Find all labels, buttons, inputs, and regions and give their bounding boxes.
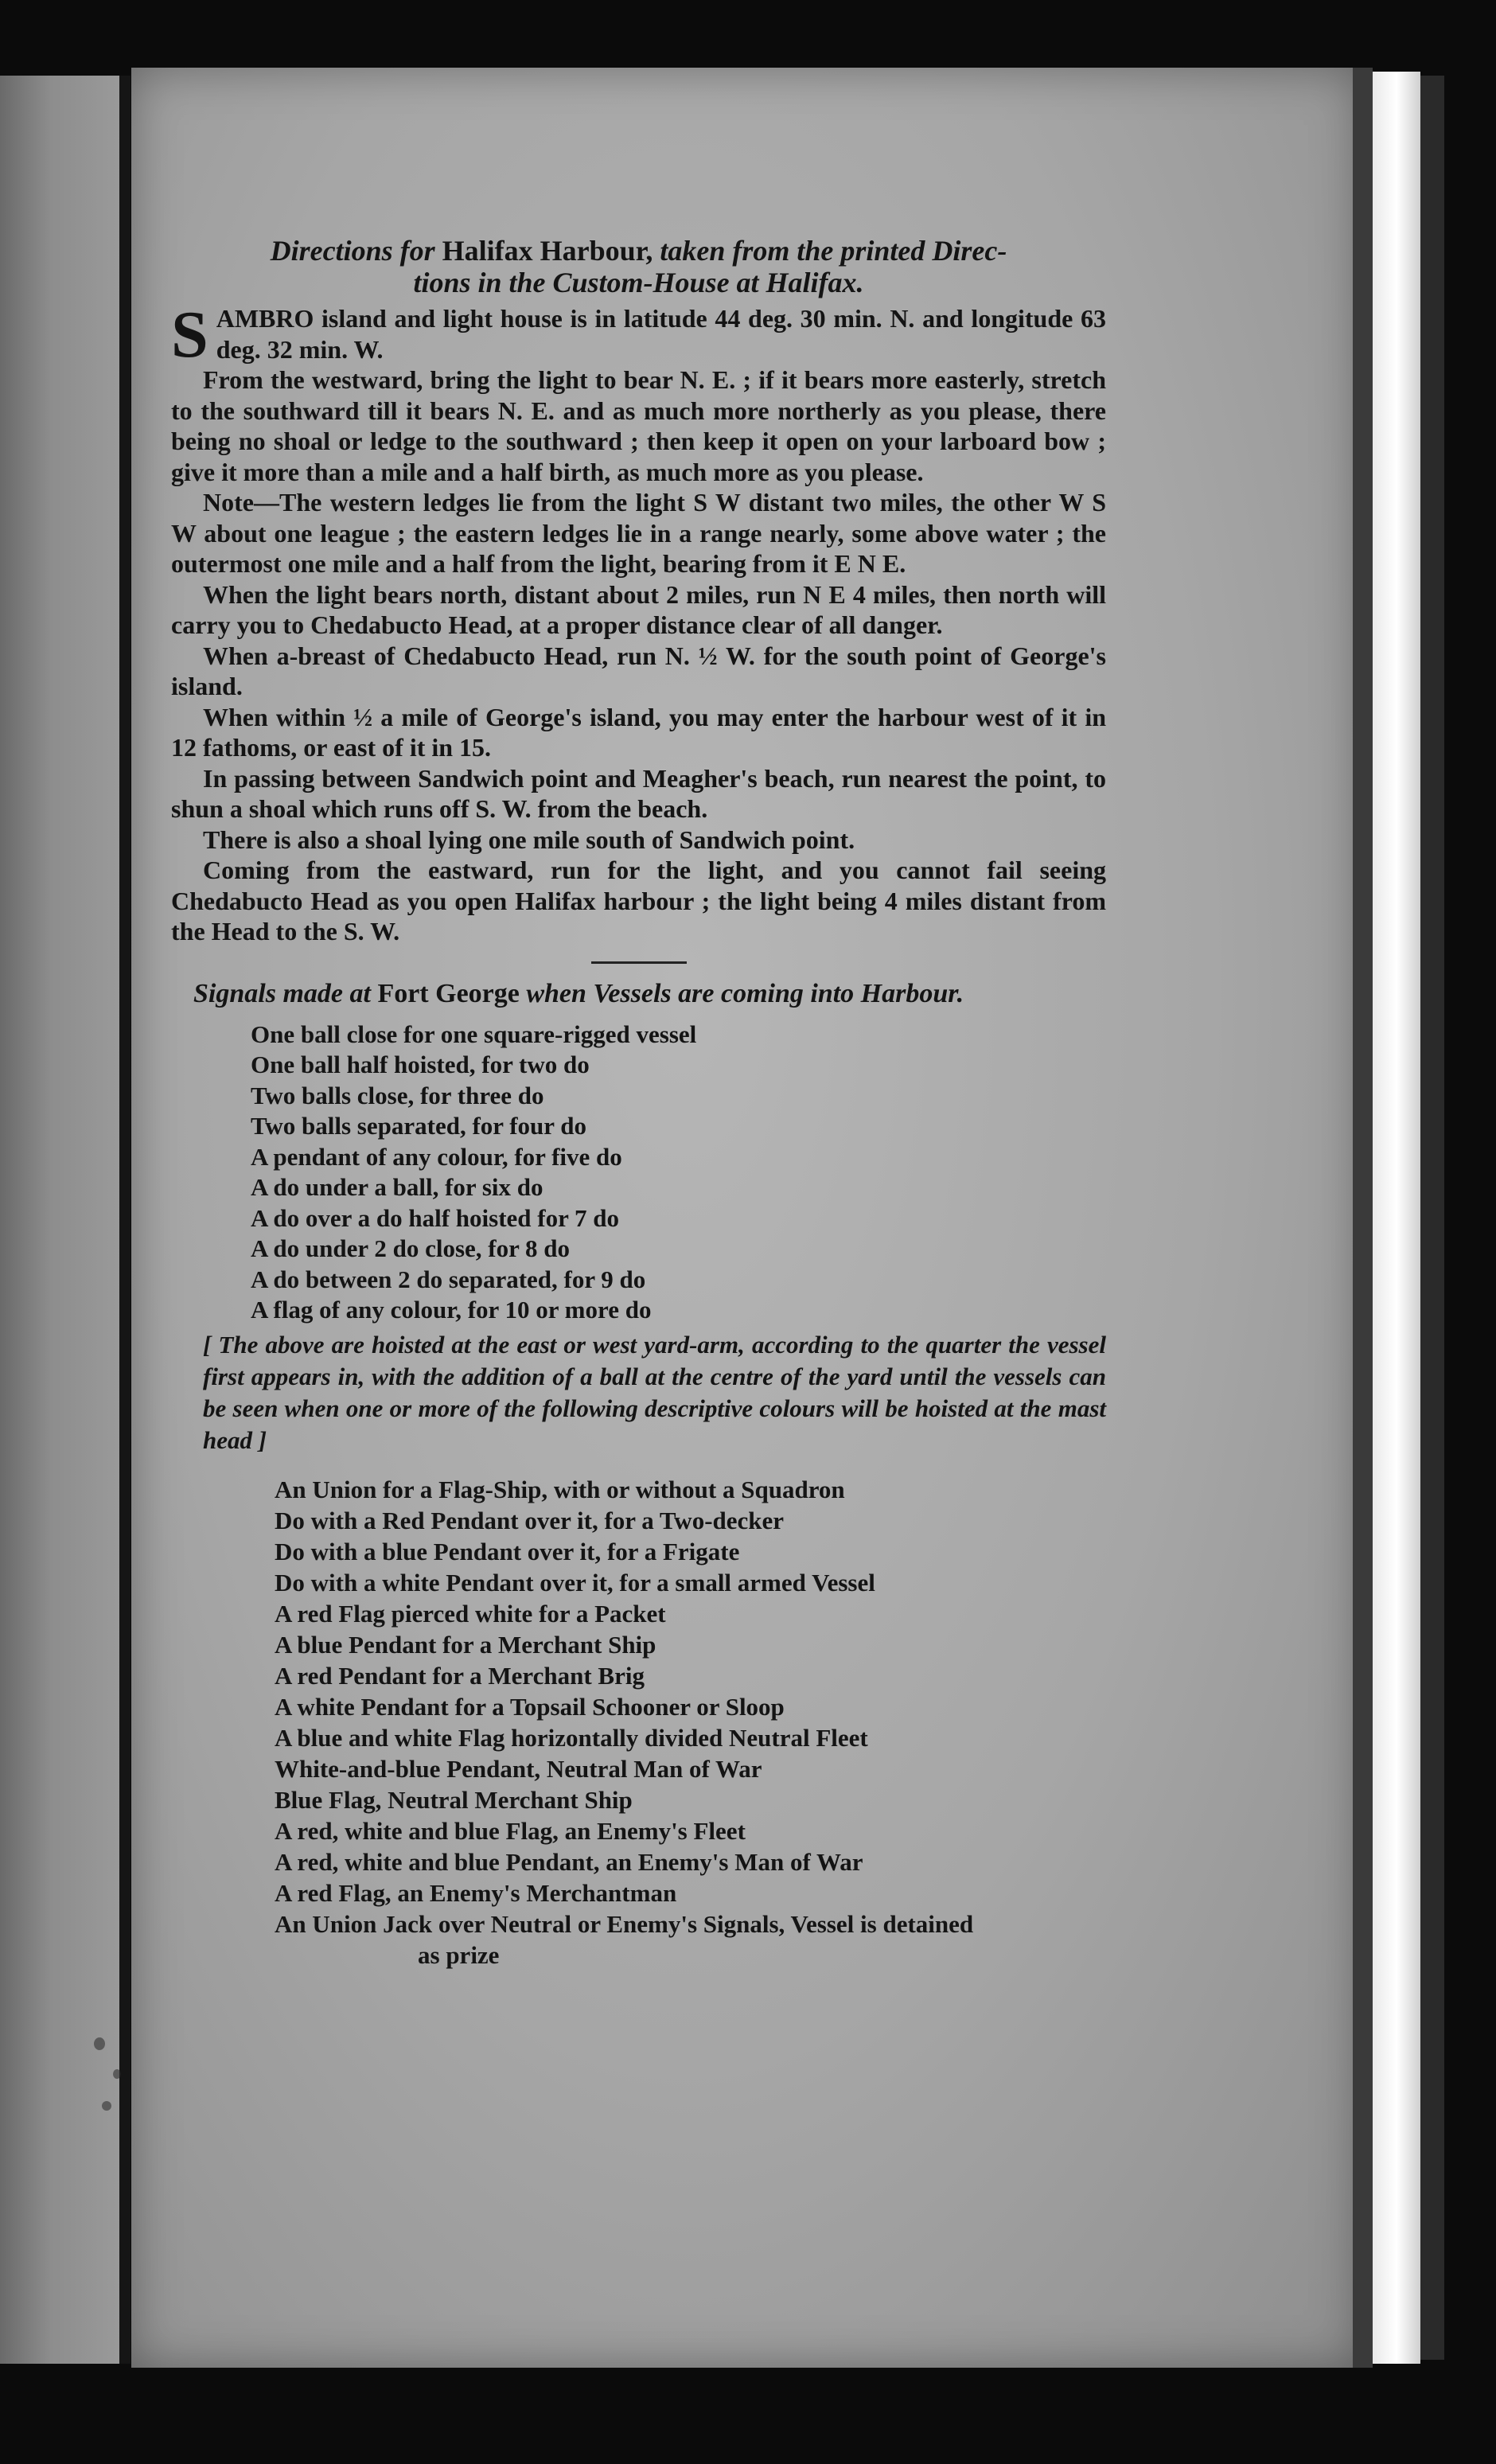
list-item: One ball half hoisted, for two do (251, 1051, 590, 1078)
document-body (171, 235, 1106, 1971)
signals-heading-part-b: when Vessels are coming into Harbour. (519, 978, 964, 1008)
signals-heading-part-a: Signals made at (193, 978, 378, 1008)
adjacent-page (0, 76, 127, 2364)
book-gutter (119, 76, 131, 2364)
paragraph: Note—The western ledges lie from the light S W distant two miles, the other W S W about one league ; the eastern ledges lie in a range nearly, some above water ; the outermost one mile and a half from the light, bearing from it E N E. (171, 488, 1106, 578)
list-item: One ball close for one square-rigged vessel (251, 1020, 697, 1048)
section-divider (591, 961, 687, 964)
paragraph: When within ½ a mile of George's island, you may enter the harbour west of it in 12 fathoms, or east of it in 15. (171, 702, 1106, 762)
list-item: An Union Jack over Neutral or Enemy's Signals, Vessel is detained (275, 1909, 974, 1938)
list-item: Do with a white Pendant over it, for a small armed Vessel (275, 1568, 875, 1597)
list-item: A flag of any colour, for 10 or more do (251, 1296, 652, 1324)
paragraph (171, 298, 1106, 372)
paragraph: When a-breast of Chedabucto Head, run N. ½ W. for the south point of George's island. (171, 641, 1106, 700)
list-item: A blue Pendant for a Merchant Ship (275, 1630, 656, 1659)
signals-heading-fort: Fort George (377, 978, 520, 1008)
paragraph: In passing between Sandwich point and Meagher's beach, run nearest the point, to shun a shoal which runs off S. W. from the beach. (171, 763, 1106, 823)
list-item: Do with a blue Pendant over it, for a Frigate (275, 1537, 740, 1565)
list-item: A blue and white Flag horizontally divided Neutral Fleet (275, 1723, 868, 1752)
heading-line1-part-a: Directions for (270, 235, 442, 267)
list-item: as prize (418, 1940, 500, 1969)
list-item: A do under 2 do close, for 8 do (251, 1234, 571, 1262)
list-item: A do over a do half hoisted for 7 do (251, 1203, 620, 1232)
page-edge-shadow (1353, 68, 1373, 2368)
ink-spot (94, 2037, 105, 2050)
list-item: Two balls close, for three do (251, 1081, 544, 1109)
list-item: A red Flag, an Enemy's Merchantman (275, 1878, 677, 1907)
list-item: A do between 2 do separated, for 9 do (251, 1265, 646, 1293)
list-item: A red Flag pierced white for a Packet (275, 1599, 666, 1628)
signals-heading (193, 978, 1106, 1010)
list-item: A red Pendant for a Merchant Brig (275, 1661, 645, 1690)
signals-list (251, 1020, 1106, 1326)
list-item: Do with a Red Pendant over it, for a Two-decker (275, 1506, 785, 1534)
document-heading (171, 235, 1106, 298)
list-item: A pendant of any colour, for five do (251, 1142, 622, 1171)
paragraph: When the light bears north, distant about 2 miles, run N E 4 miles, then north will carry you to Chedabucto Head, at a proper distance clear of all danger. (171, 579, 1106, 639)
list-item: Blue Flag, Neutral Merchant Ship (275, 1785, 633, 1814)
list-item: An Union for a Flag-Ship, with or without a Squadron (275, 1475, 845, 1503)
heading-line1-part-b: taken from the printed Direc- (653, 235, 1007, 267)
heading-line1-title: Halifax Harbour, (442, 235, 653, 267)
paragraph: From the westward, bring the light to bear N. E. ; if it bears more easterly, stretch to the southward till it bears N. E. and as much more northerly as you please, there being no shoal or ledge to the southward ; then keep it open on your larboard bow ; give it more than a mile and a half birth, as much more as you please. (171, 365, 1106, 486)
heading-line2: tions in the Custom-House at Halifax. (413, 267, 864, 298)
paragraph: Coming from the eastward, run for the light, and you cannot fail seeing Chedabucto Head as you open Halifax harbour ; the light being 4 miles distant from the Head to the S. W. (171, 856, 1106, 945)
list-item: A red, white and blue Flag, an Enemy's Fleet (275, 1816, 746, 1845)
list-item: A red, white and blue Pendant, an Enemy's Man of War (275, 1847, 863, 1876)
signals-note: [ The above are hoisted at the east or west yard-arm, according to the quarter the vessel first appears in, with the addition of a ball at the centre of the yard until the vessels can be seen when one or more of the following descriptive colours will be hoisted at the mast head ] (203, 1330, 1106, 1454)
flags-list (275, 1474, 1106, 1971)
paragraph: There is also a shoal lying one mile south of Sandwich point. (203, 825, 855, 854)
page-edge (1373, 72, 1420, 2364)
paragraph-text: AMBRO island and light house is in latitude 44 deg. 30 min. N. and longitude 63 deg. 32 min. W. (216, 304, 1106, 364)
drop-cap: S (171, 298, 208, 372)
ink-spot (102, 2101, 111, 2111)
binding-edge (1420, 76, 1444, 2360)
list-item: White-and-blue Pendant, Neutral Man of War (275, 1754, 762, 1783)
ink-spot (113, 2069, 121, 2079)
list-item: A do under a ball, for six do (251, 1173, 543, 1201)
list-item: A white Pendant for a Topsail Schooner or Sloop (275, 1692, 785, 1721)
list-item: Two balls separated, for four do (251, 1112, 586, 1140)
